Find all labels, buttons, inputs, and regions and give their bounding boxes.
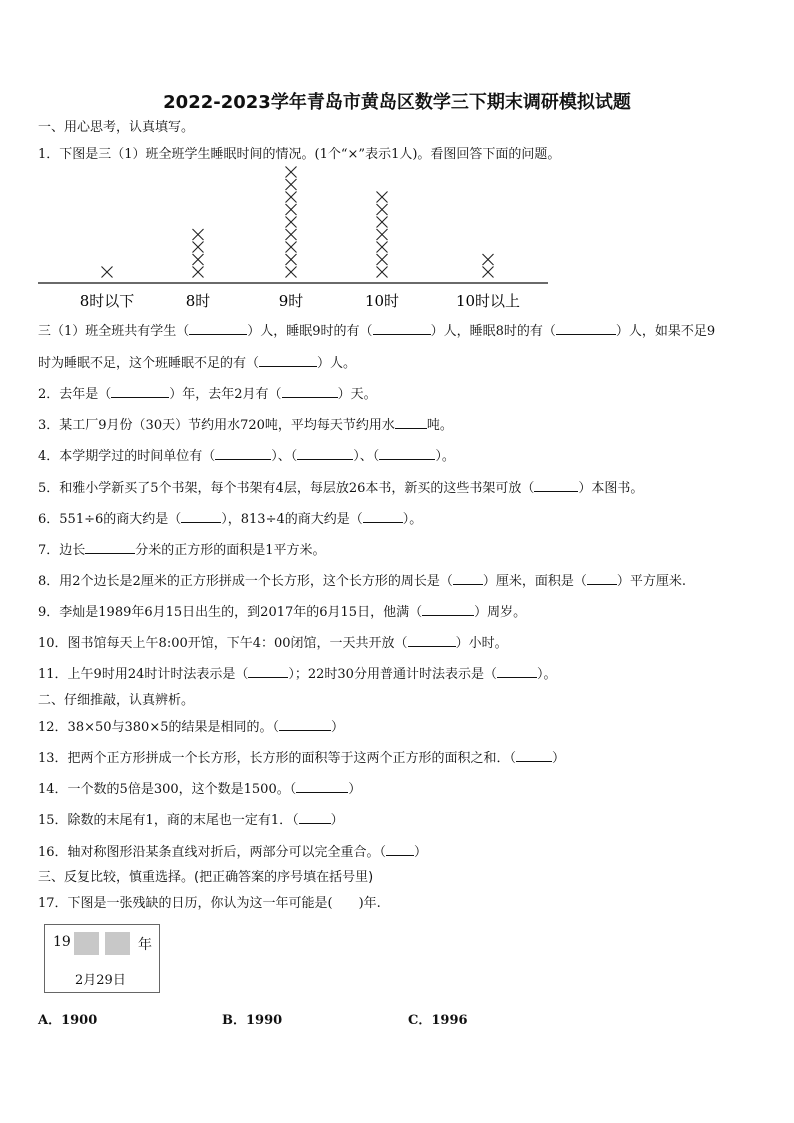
x-mark <box>193 229 204 240</box>
option-a[interactable]: A．1900 <box>38 1013 98 1028</box>
answer-blank[interactable] <box>453 572 483 585</box>
answer-blank[interactable] <box>587 572 617 585</box>
x-mark <box>483 267 494 278</box>
category-label: 10时以上 <box>455 292 521 310</box>
answer-blank[interactable] <box>189 322 247 335</box>
section-2-heading: 二、仔细推敲，认真辨析。 <box>38 693 195 708</box>
x-mark <box>377 242 388 253</box>
answer-blank[interactable] <box>259 354 317 367</box>
sleep-time-dot-plot <box>36 165 556 315</box>
category-label: 10时 <box>364 292 400 310</box>
x-mark <box>377 217 388 228</box>
x-mark <box>286 217 297 228</box>
question-1: 1．下图是三（1）班全班学生睡眠时间的情况。(1个“×”表示1人)。看图回答下面的问题。 <box>38 147 561 162</box>
answer-blank[interactable] <box>85 541 135 554</box>
calendar-missing-digit <box>74 932 99 955</box>
x-mark <box>377 204 388 215</box>
x-mark <box>286 229 297 240</box>
answer-blank[interactable] <box>363 510 403 523</box>
question-10: 10．图书馆每天上午8:00开馆，下午4：00闭馆，一天共开放（ ）小时。 <box>38 636 508 651</box>
category-label: 8时以下 <box>79 292 135 310</box>
x-mark <box>286 167 297 178</box>
x-mark <box>286 192 297 203</box>
calendar-year-char: 年 <box>138 937 152 953</box>
x-mark <box>377 254 388 265</box>
question-11: 11．上午9时用24时计时法表示是（ ）；22时30分用普通计时法表示是（ ）。 <box>38 667 557 682</box>
x-mark <box>377 267 388 278</box>
answer-blank[interactable] <box>299 811 331 824</box>
x-mark <box>483 254 494 265</box>
option-b[interactable]: B．1990 <box>222 1013 283 1028</box>
question-1-line-2: 三（1）班全班共有学生（ ）人，睡眠9时的有（ ）人，睡眠8时的有（ ）人，如果不足9 <box>38 324 716 339</box>
answer-blank[interactable] <box>422 603 474 616</box>
question-12: 12．38×50与380×5的结果是相同的。（ ） <box>38 720 345 735</box>
answer-blank[interactable] <box>181 510 221 523</box>
answer-blank[interactable] <box>556 322 616 335</box>
answer-blank[interactable] <box>379 447 435 460</box>
question-6: 6．551÷6的商大约是（ ），813÷4的商大约是（ ）。 <box>38 512 423 527</box>
question-4: 4．本学期学过的时间单位有（ ）、（ ）、（ ）。 <box>38 449 455 464</box>
question-3: 3．某工厂9月份（30天）节约用水720吨，平均每天节约用水 吨。 <box>38 418 453 433</box>
x-mark <box>286 254 297 265</box>
question-8: 8．用2个边长是2厘米的正方形拼成一个长方形，这个长方形的周长是（ ）厘米，面积是（ ）平方厘米. <box>38 574 686 589</box>
x-mark <box>377 229 388 240</box>
torn-calendar <box>44 924 160 993</box>
answer-blank[interactable] <box>215 447 271 460</box>
x-mark <box>286 267 297 278</box>
answer-blank[interactable] <box>248 665 288 678</box>
section-1-heading: 一、用心思考，认真填写。 <box>38 120 195 135</box>
x-mark <box>193 242 204 253</box>
question-16: 16．轴对称图形沿某条直线对折后，两部分可以完全重合。（ ） <box>38 845 428 860</box>
x-mark <box>193 254 204 265</box>
answer-blank[interactable] <box>297 447 353 460</box>
question-7: 7．边长 分米的正方形的面积是1平方米。 <box>38 543 326 558</box>
answer-blank[interactable] <box>497 665 537 678</box>
question-2: 2．去年是（ ）年，去年2月有（ ）天。 <box>38 387 377 402</box>
page-title: 2022-2023学年青岛市黄岛区数学三下期末调研模拟试题 <box>163 92 631 113</box>
question-15: 15．除数的末尾有1，商的末尾也一定有1．（ ） <box>38 813 344 828</box>
x-mark <box>377 192 388 203</box>
answer-blank[interactable] <box>386 843 414 856</box>
option-c[interactable]: C．1996 <box>408 1013 468 1028</box>
answer-blank[interactable] <box>111 385 169 398</box>
question-14: 14．一个数的5倍是300，这个数是1500。（ ） <box>38 782 362 797</box>
category-label: 8时 <box>185 292 211 310</box>
answer-blank[interactable] <box>408 634 456 647</box>
x-mark <box>286 179 297 190</box>
answer-blank[interactable] <box>296 780 348 793</box>
question-1-line-3: 时为睡眠不足，这个班睡眠不足的有（ ）人。 <box>38 356 357 371</box>
category-label: 9时 <box>278 292 304 310</box>
question-13: 13．把两个正方形拼成一个长方形，长方形的面积等于这两个正方形的面积之和．（ ） <box>38 751 566 766</box>
x-mark <box>102 267 113 278</box>
x-mark <box>286 242 297 253</box>
x-mark <box>286 204 297 215</box>
calendar-missing-digit <box>105 932 130 955</box>
calendar-date: 2月29日 <box>75 973 126 988</box>
x-mark <box>193 267 204 278</box>
answer-blank[interactable] <box>279 718 331 731</box>
calendar-year-prefix: 19 <box>53 934 71 950</box>
answer-blank[interactable] <box>516 749 552 762</box>
answer-blank[interactable] <box>534 479 578 492</box>
answer-blank[interactable] <box>373 322 431 335</box>
answer-blank[interactable] <box>395 416 427 429</box>
question-17: 17．下图是一张残缺的日历，你认为这一年可能是( )年. <box>38 896 381 911</box>
section-3-heading: 三、反复比较，慎重选择。(把正确答案的序号填在括号里) <box>38 870 374 885</box>
answer-blank[interactable] <box>282 385 338 398</box>
question-9: 9．李灿是1989年6月15日出生的，到2017年的6月15日，他满（ ）周岁。 <box>38 605 527 620</box>
question-5: 5．和雅小学新买了5个书架，每个书架有4层，每层放26本书，新买的这些书架可放（ ）本图书。 <box>38 481 644 496</box>
